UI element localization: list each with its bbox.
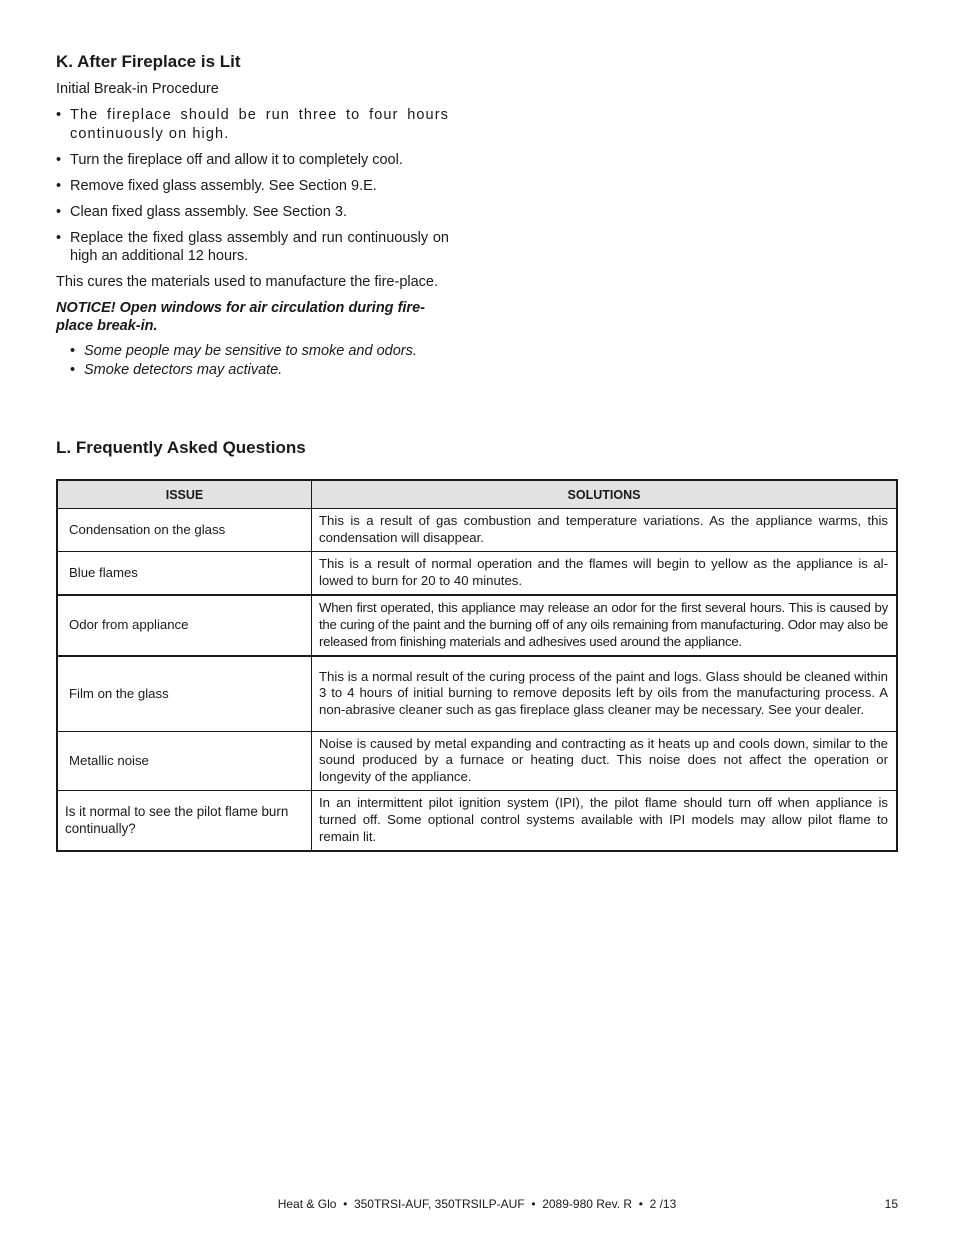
- table-header-row: [57, 480, 897, 509]
- issue-cell: Blue flames: [57, 552, 312, 596]
- solution-cell: This is a normal result of the curing process of the paint and logs. Glass should be cleaned within 3 to 4 hours of initial burning to remove deposits left by oils from the manufacturing process. A non-abrasive cleaner such as gas fireplace glass cleaner may be necessary. See your dealer.: [312, 656, 898, 731]
- table-row: [57, 509, 897, 552]
- section-k-heading: K. After Fireplace is Lit: [56, 52, 241, 71]
- section-faq: [56, 436, 898, 460]
- solutions-column-header: SOLUTIONS: [312, 480, 898, 509]
- issue-cell: Odor from appliance: [57, 595, 312, 656]
- break-in-step: • Replace the fixed glass assembly and run continuously on high an additional 12 hours.: [56, 229, 449, 266]
- table-row: [57, 791, 897, 851]
- solution-cell: This is a result of normal operation and the flames will begin to yellow as the appliance is al-lowed to burn for 20 to 40 minutes.: [312, 552, 898, 596]
- break-in-steps: [56, 106, 449, 266]
- break-in-step: • The fireplace should be run three to four hours continuously on high.: [56, 106, 449, 143]
- section-after-fireplace-lit: [56, 50, 449, 380]
- break-in-step: • Turn the fireplace off and allow it to completely cool.: [56, 151, 449, 170]
- issue-cell: Film on the glass: [57, 656, 312, 731]
- break-in-step: • Clean fixed glass assembly. See Section 3.: [56, 203, 449, 222]
- notice-text: NOTICE! Open windows for air circulation during fire-place break-in.: [56, 300, 425, 334]
- cure-paragraph: This cures the materials used to manufacture the fire-place.: [56, 274, 439, 290]
- table-row: [57, 656, 897, 731]
- table-row: [57, 731, 897, 791]
- solution-cell: Noise is caused by metal expanding and contracting as it heats up and cools down, similar to the sound produced by a furnace or heating duct. This noise does not affect the operation or longevity of the appliance.: [312, 731, 898, 791]
- break-in-subheading: Initial Break-in Procedure: [56, 81, 219, 97]
- notice-bullet: • Some people may be sensitive to smoke and odors.: [70, 342, 449, 361]
- solution-cell: This is a result of gas combustion and temperature variations. As the appliance warms, this condensation will disappear.: [312, 509, 898, 552]
- page-number: 15: [884, 1197, 898, 1211]
- solution-cell: In an intermittent pilot ignition system (IPI), the pilot flame should turn off when appliance is turned off. Some optional control systems available with IPI models may allow pilot flame to remain lit.: [312, 791, 898, 851]
- section-l-heading: L. Frequently Asked Questions: [56, 438, 306, 457]
- solution-cell: When first operated, this appliance may release an odor for the first several hours. This is caused by the curing of the paint and the burning off of any oils remaining from manufacturing. Odor may also be released from finishing materials and adhesives used around the appliance.: [312, 595, 898, 656]
- issue-column-header: ISSUE: [57, 480, 312, 509]
- issue-cell: Condensation on the glass: [57, 509, 312, 552]
- footer-text: Heat & Glo • 350TRSI-AUF, 350TRSILP-AUF • 2089-980 Rev. R • 2 /13: [277, 1197, 677, 1211]
- table-row: [57, 552, 897, 596]
- issue-cell: Metallic noise: [57, 731, 312, 791]
- break-in-step: • Remove fixed glass assembly. See Section 9.E.: [56, 177, 449, 196]
- table-row: [57, 595, 897, 656]
- notice-bullets: [56, 342, 449, 380]
- issue-cell: Is it normal to see the pilot flame burn continually?: [57, 791, 312, 851]
- faq-table: [56, 479, 898, 852]
- notice-bullet: • Smoke detectors may activate.: [70, 361, 449, 380]
